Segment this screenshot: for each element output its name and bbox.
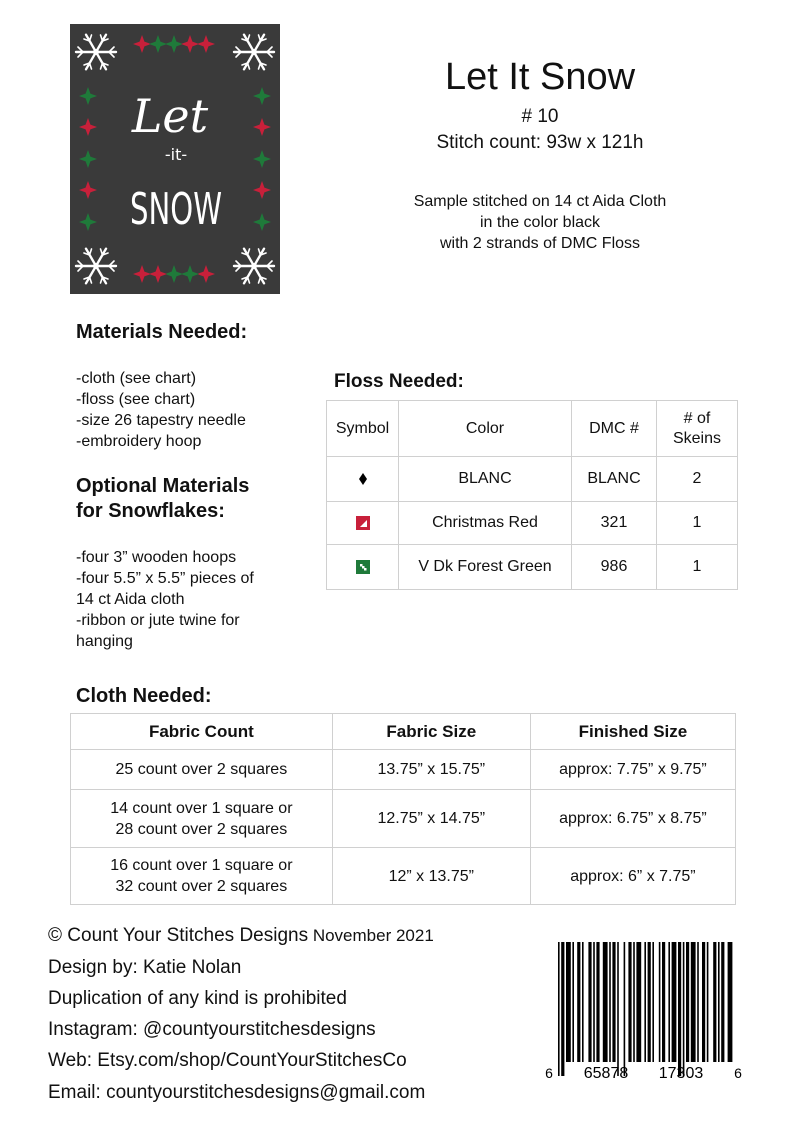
barcode-bar bbox=[577, 942, 580, 1062]
barcode-bar bbox=[572, 942, 574, 1062]
barcode-bar bbox=[566, 942, 571, 1062]
header-cell bbox=[657, 401, 738, 457]
cell-line: 25 count over 2 squares bbox=[115, 761, 288, 778]
barcode-bar bbox=[672, 942, 677, 1062]
table-header-row bbox=[327, 401, 738, 457]
pattern-title: Let It Snow bbox=[444, 56, 636, 98]
table-cell: BLANC bbox=[572, 457, 657, 502]
barcode-bar bbox=[683, 942, 685, 1076]
barcode-group-2: 17303 bbox=[658, 1065, 704, 1082]
table-cell: 321 bbox=[572, 502, 657, 545]
barcode-bar bbox=[609, 942, 611, 1062]
copyright-text: © Count Your Stitches Designs bbox=[48, 925, 309, 946]
table-header-row bbox=[71, 714, 736, 750]
barcode-bar bbox=[721, 942, 724, 1062]
table-row bbox=[327, 545, 738, 590]
cloth-table bbox=[70, 713, 736, 905]
red-triangle-icon bbox=[356, 516, 370, 530]
cloth-heading: Cloth Needed: bbox=[76, 685, 212, 707]
barcode-bar bbox=[561, 942, 564, 1076]
barcode-bar bbox=[648, 942, 651, 1062]
stitch-count: Stitch count: 93w x 121h bbox=[436, 132, 644, 153]
table-cell: 1 bbox=[657, 545, 738, 590]
web-line: Web: Etsy.com/shop/CountYourStitchesCo bbox=[48, 1050, 407, 1071]
list-item: -floss (see chart) bbox=[76, 391, 196, 408]
materials-list bbox=[76, 368, 246, 452]
header-line: # of bbox=[683, 409, 711, 427]
list-item: -size 26 tapestry needle bbox=[76, 412, 246, 429]
pattern-cover-image bbox=[70, 24, 280, 294]
list-item: hanging bbox=[76, 633, 133, 650]
barcode-bar bbox=[678, 942, 681, 1076]
sample-line: in the color black bbox=[479, 214, 601, 231]
barcode-bar bbox=[633, 942, 635, 1062]
table-cell: 13.75” x 15.75” bbox=[332, 750, 530, 790]
barcode-group-1: 65878 bbox=[583, 1065, 629, 1082]
table-cell: 1 bbox=[657, 502, 738, 545]
designer-line: Design by: Katie Nolan bbox=[48, 957, 242, 978]
barcode bbox=[544, 942, 744, 1082]
cover-text-it: -it- bbox=[164, 145, 188, 164]
table-row bbox=[327, 502, 738, 545]
barcode-bar bbox=[702, 942, 705, 1062]
optional-list bbox=[76, 547, 254, 652]
table-cell: V Dk Forest Green bbox=[399, 545, 572, 590]
optional-heading-line: for Snowflakes: bbox=[76, 500, 225, 522]
list-item: -four 3” wooden hoops bbox=[76, 549, 237, 566]
barcode-bar bbox=[713, 942, 716, 1062]
barcode-bar bbox=[593, 942, 595, 1062]
table-row bbox=[71, 790, 736, 848]
symbol-cell bbox=[327, 502, 399, 545]
barcode-bar bbox=[659, 942, 661, 1062]
list-item: -cloth (see chart) bbox=[76, 370, 197, 387]
table-cell bbox=[71, 848, 333, 905]
symbol-cell bbox=[327, 457, 399, 502]
cell-line: 14 count over 1 square or bbox=[110, 799, 293, 817]
table-cell bbox=[71, 790, 333, 848]
table-cell: 986 bbox=[572, 545, 657, 590]
list-item: -four 5.5” x 5.5” pieces of bbox=[76, 570, 254, 587]
barcode-bar bbox=[686, 942, 689, 1062]
barcode-bar bbox=[558, 942, 560, 1076]
barcode-bar bbox=[603, 942, 608, 1062]
table-cell: 12” x 13.75” bbox=[332, 848, 530, 905]
table-cell: Christmas Red bbox=[399, 502, 572, 545]
barcode-bar bbox=[612, 942, 615, 1062]
table-cell: BLANC bbox=[399, 457, 572, 502]
cell-line: 28 count over 2 squares bbox=[115, 820, 288, 838]
barcode-digit-right: 6 bbox=[734, 1065, 742, 1081]
barcode-bar bbox=[707, 942, 709, 1062]
black-diamond-icon bbox=[356, 472, 370, 486]
barcode-bar bbox=[628, 942, 631, 1062]
header-cell: Symbol bbox=[327, 401, 399, 457]
barcode-bar bbox=[617, 942, 619, 1076]
floss-heading: Floss Needed: bbox=[334, 371, 464, 392]
table-cell bbox=[71, 750, 333, 790]
list-item: -ribbon or jute twine for bbox=[76, 612, 240, 629]
cover-text-snow: SNOW bbox=[130, 184, 222, 235]
table-row bbox=[71, 848, 736, 905]
duplication-line: Duplication of any kind is prohibited bbox=[48, 988, 347, 1009]
barcode-digit-left: 6 bbox=[545, 1065, 553, 1081]
cell-line: 16 count over 1 square or bbox=[110, 857, 293, 874]
barcode-bar bbox=[662, 942, 665, 1062]
barcode-bar bbox=[697, 942, 699, 1062]
green-diagonal-icon bbox=[356, 560, 370, 574]
header-cell: DMC # bbox=[572, 401, 657, 457]
barcode-bar bbox=[728, 942, 733, 1062]
barcode-bar bbox=[644, 942, 646, 1062]
table-cell: approx: 6.75” x 8.75” bbox=[530, 790, 735, 848]
header-cell: Fabric Size bbox=[332, 714, 530, 750]
copyright-line bbox=[48, 925, 434, 947]
table-cell: approx: 7.75” x 9.75” bbox=[530, 750, 735, 790]
cell-line: 32 count over 2 squares bbox=[115, 878, 288, 895]
list-item: 14 ct Aida cloth bbox=[76, 591, 185, 608]
barcode-bars bbox=[558, 942, 732, 1076]
copyright-date: November 2021 bbox=[308, 926, 434, 945]
materials-heading: Materials Needed: bbox=[76, 321, 248, 343]
table-row bbox=[71, 750, 736, 790]
floss-table bbox=[326, 400, 738, 590]
optional-heading bbox=[76, 474, 249, 524]
table-cell: 12.75” x 14.75” bbox=[332, 790, 530, 848]
sample-line: Sample stitched on 14 ct Aida Cloth bbox=[413, 193, 667, 210]
header-cell: Finished Size bbox=[530, 714, 735, 750]
header-line: Skeins bbox=[672, 429, 722, 447]
barcode-bar bbox=[691, 942, 696, 1062]
barcode-bar bbox=[718, 942, 720, 1062]
header-cell: Color bbox=[399, 401, 572, 457]
pattern-number: # 10 bbox=[521, 106, 559, 127]
barcode-bar bbox=[652, 942, 654, 1062]
barcode-bar bbox=[624, 942, 626, 1076]
barcode-bar bbox=[636, 942, 641, 1062]
sample-line: with 2 strands of DMC Floss bbox=[439, 235, 641, 252]
email-line: Email: countyourstitchesdesigns@gmail.com bbox=[48, 1082, 426, 1103]
header-cell: Fabric Count bbox=[71, 714, 333, 750]
list-item: -embroidery hoop bbox=[76, 433, 202, 450]
optional-heading-line: Optional Materials bbox=[76, 475, 250, 497]
cover-text-let: Let bbox=[131, 89, 209, 143]
symbol-cell bbox=[327, 545, 399, 590]
instagram-line: Instagram: @countyourstitchesdesigns bbox=[48, 1019, 376, 1040]
barcode-bar bbox=[582, 942, 584, 1062]
table-cell: 2 bbox=[657, 457, 738, 502]
table-cell: approx: 6” x 7.75” bbox=[530, 848, 735, 905]
barcode-bar bbox=[596, 942, 599, 1062]
barcode-bar bbox=[588, 942, 591, 1062]
barcode-bar bbox=[668, 942, 670, 1062]
table-row bbox=[327, 457, 738, 502]
